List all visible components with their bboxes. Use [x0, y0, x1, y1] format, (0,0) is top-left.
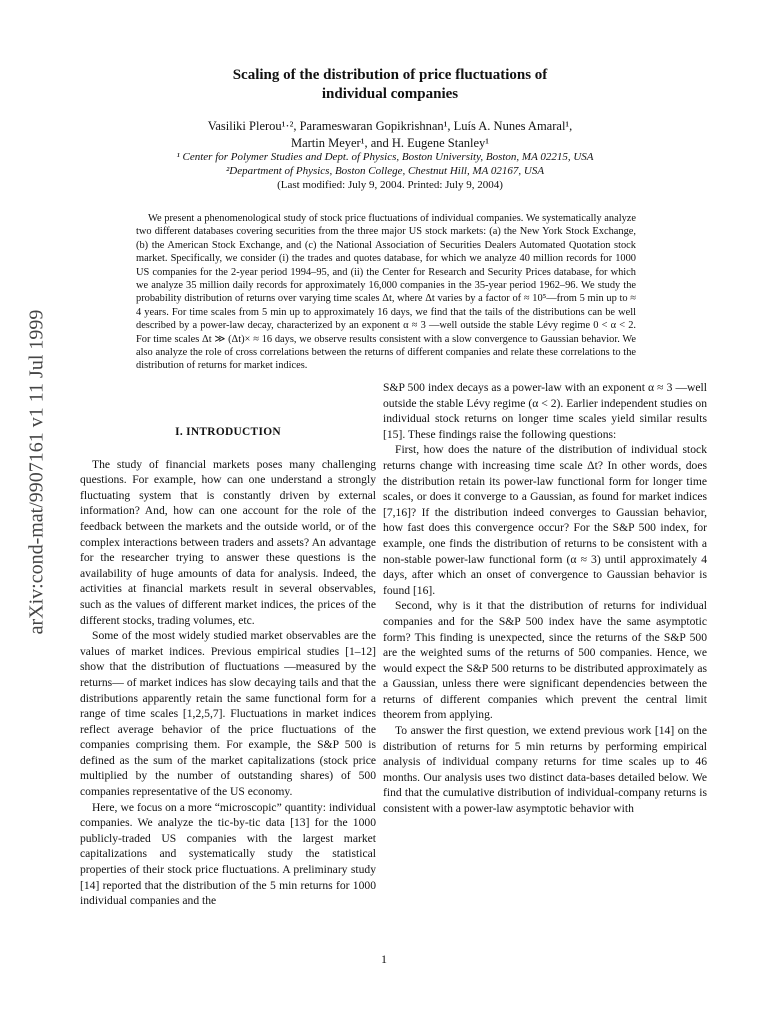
- paragraph: Some of the most widely studied market observables are the values of market indices. Previous empirical studies [1–12] show that the distribution of fluctuations —measured by the returns— of market indices has slow decaying tails and that the distributions apparently retain the same functional form for a range of time scales [1,2,5,7]. Fluctuations in market indices reflect average behavior of the price fluctuations of the companies comprising them. For example, the S&P 500 is defined as the sum of the market capitalizations (stock price multiplied by the number of outstanding shares) of 500 companies representative of the US economy.: [80, 629, 376, 799]
- affiliations: [80, 150, 690, 178]
- paragraph: The study of financial markets poses many challenging questions. For example, how can one understand a strongly fluctuating system that is constantly driven by external information? And, how can one account for the role of the feedback between the markets and the outside world, or of the complex interactions between traders and assets? An advantage for the researcher trying to answer these questions is the availability of huge amounts of data for analysis. Indeed, the activities at financial markets result in several observables, such as the values of different market indices, the prices of the different stocks, trading volumes, etc.: [80, 457, 376, 627]
- paragraph: Second, why is it that the distribution of returns for individual companies and for the S&P 500 index have the same asymptotic form? This finding is unexpected, since the returns of the S&P 500 are the weighted sums of the returns of 500 companies. Hence, we would expect the S&P 500 returns to be distributed approximately as a Gaussian, unless there were significant dependencies between the returns of different companies which prevent the central limit theorem from applying.: [383, 599, 707, 722]
- paper-title: [140, 66, 640, 104]
- paragraph: First, how does the nature of the distribution of individual stock returns change with increasing time scale Δt? In other words, does the distribution retain its power-law functional form for longer time scales, or does it converge to a Gaussian, as found for market indices [7,16]? If the distribution indeed converges to Gaussian behavior, how fast does this convergence occur? For the S&P 500 index, for example, one finds the distribution of returns to be consistent with a non-stable power-law functional form (α ≈ 3) until approximately 4 days, after which an onset of convergence to Gaussian behavior is found [16].: [383, 443, 707, 597]
- left-column: [80, 425, 376, 909]
- title-line-2: individual companies: [321, 86, 459, 102]
- right-column: [383, 380, 707, 817]
- arxiv-sidebar: [16, 262, 58, 682]
- page-number: 1: [381, 952, 387, 966]
- modification-dates: (Last modified: July 9, 2004. Printed: July 9, 2004): [277, 179, 503, 191]
- author-list: [110, 118, 670, 152]
- authors-line-1: Vasiliki Plerou¹·², Parameswaran Gopikrishnan¹, Luís A. Nunes Amaral¹,: [207, 119, 573, 133]
- authors-line-2: Martin Meyer¹, and H. Eugene Stanley¹: [290, 136, 490, 150]
- paragraph: S&P 500 index decays as a power-law with an exponent α ≈ 3 —well outside the stable Lévy regime (α < 2). Earlier independent studies on individual stock returns on longer time scales yield similar results [15]. These findings raise the following questions:: [383, 381, 707, 441]
- abstract: We present a phenomenological study of stock price fluctuations of individual companies. We systematically analyze two different databases covering securities from the three major US stock markets: (a) the New York Stock Exchange, (b) the American Stock Exchange, and (c) the National Association of Securities Dealers Automated Quotation stock market. Specifically, we consider (i) the trades and quotes database, for which we analyze 40 million records for 1000 US companies for the 2-year period 1994–95, and (ii) the Center for Research and Security Prices database, for which we analyze 35 million daily records for approximately 16,000 companies in the 35-year period 1962–96. We study the probability distribution of returns over varying time scales Δt, where Δt varies by a factor of ≈ 10⁵—from 5 min up to ≈ 4 years. For time scales from 5 min up to approximately 16 days, we find that the tails of the distributions can be well described by a power-law decay, characterized by an exponent α ≈ 3 —well outside the stable Lévy regime 0 < α < 2. For time scales Δt ≫ (Δt)× ≈ 16 days, we observe results consistent with a slow convergence to Gaussian behavior. We also analyze the role of cross correlations between the returns of different companies and relate these correlations to the distribution of returns for market indices.: [136, 213, 636, 372]
- arxiv-identifier: arXiv:cond-mat/9907161 v1 11 Jul 1999: [25, 309, 48, 635]
- paragraph: Here, we focus on a more “microscopic” quantity: individual companies. We analyze the tic-by-tic data [13] for the 1000 publicly-traded US companies with the largest market capitalizations and systematically study the statistical properties of their stock price fluctuations. A preliminary study [14] reported that the distribution of the 5 min returns for 1000 individual companies and the: [80, 800, 376, 908]
- paragraph: To answer the first question, we extend previous work [14] on the distribution of returns for 5 min returns by performing empirical analysis of individual company returns for time scales up to 46 months. Our analysis uses two distinct data-bases detailed below. We find that the cumulative distribution of individual-company returns is consistent with a power-law asymptotic behavior with: [383, 724, 707, 816]
- affiliation-2: ²Department of Physics, Boston College, Chestnut Hill, MA 02167, USA: [225, 165, 545, 177]
- affiliation-1: ¹ Center for Polymer Studies and Dept. of Physics, Boston University, Boston, MA 02215, USA: [176, 151, 594, 163]
- title-line-1: Scaling of the distribution of price fluctuations of: [232, 67, 548, 83]
- section-heading-introduction: I. INTRODUCTION: [175, 426, 281, 438]
